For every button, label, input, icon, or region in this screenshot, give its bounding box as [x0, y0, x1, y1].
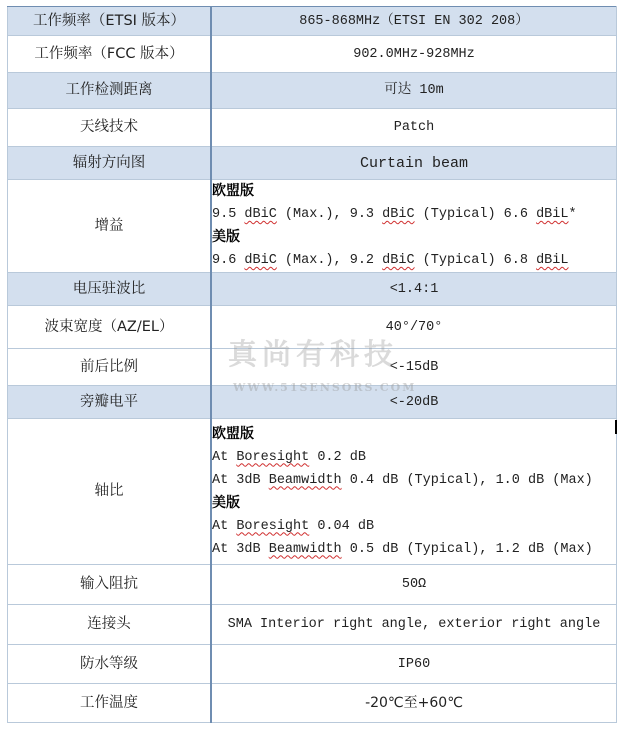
- row-value: <-15dB: [211, 349, 617, 386]
- table-row: [8, 565, 617, 605]
- row-label: 增益: [8, 180, 212, 273]
- gain-value: [211, 180, 617, 273]
- row-label: 工作温度: [8, 684, 212, 723]
- row-label: 前后比例: [8, 349, 212, 386]
- table-row: [8, 7, 617, 36]
- watermark-url: WWW.51SENSORS.COM: [233, 381, 417, 394]
- row-label: 电压驻波比: [8, 273, 212, 306]
- table-row: [8, 306, 617, 349]
- row-value: IP60: [211, 645, 617, 684]
- row-label: 波束宽度（AZ/EL）: [8, 306, 212, 349]
- row-label: 旁瓣电平: [8, 386, 212, 419]
- row-label: 工作频率（ETSI 版本）: [8, 7, 212, 36]
- row-value: <-20dB: [211, 386, 617, 419]
- row-label: 工作检测距离: [8, 73, 212, 109]
- row-label: 天线技术: [8, 109, 212, 147]
- row-value: <1.4:1: [211, 273, 617, 306]
- row-value: -20℃至+60℃: [211, 684, 617, 723]
- table-row: [8, 147, 617, 180]
- table-row: [8, 645, 617, 684]
- table-row: [8, 273, 617, 306]
- us-gain-line: 9.6 dBiC (Max.), 9.2 dBiC (Typical) 6.8 dBiL: [212, 253, 569, 268]
- row-value: 50Ω: [211, 565, 617, 605]
- row-value: 可达 10m: [211, 73, 617, 109]
- row-label: 工作频率（FCC 版本）: [8, 36, 212, 73]
- eu-version-heading: 欧盟版: [212, 425, 254, 442]
- axial-ratio-value: [211, 419, 617, 565]
- table-row: [8, 684, 617, 723]
- row-value: Patch: [211, 109, 617, 147]
- row-value: 40°/70°: [211, 306, 617, 349]
- us-version-heading: 美版: [212, 494, 240, 511]
- us-version-heading: 美版: [212, 229, 240, 245]
- table-row: [8, 386, 617, 419]
- eu-beamwidth-line: At 3dB Beamwidth 0.4 dB (Typical), 1.0 dB (Max): [212, 472, 593, 488]
- table-row: [8, 180, 617, 273]
- table-row: [8, 349, 617, 386]
- eu-gain-line: 9.5 dBiC (Max.), 9.3 dBiC (Typical) 6.6 dBiL*: [212, 207, 577, 222]
- table-row: [8, 73, 617, 109]
- eu-boresight-line: At Boresight 0.2 dB: [212, 449, 366, 465]
- spec-table: [7, 6, 617, 723]
- row-label: 防水等级: [8, 645, 212, 684]
- eu-version-heading: 欧盟版: [212, 183, 254, 199]
- row-value: SMA Interior right angle, exterior right angle: [211, 605, 617, 645]
- row-label: 连接头: [8, 605, 212, 645]
- row-value: 865-868MHz（ETSI EN 302 208）: [211, 7, 617, 36]
- row-label: 轴比: [8, 419, 212, 565]
- row-label: 输入阻抗: [8, 565, 212, 605]
- us-beamwidth-line: At 3dB Beamwidth 0.5 dB (Typical), 1.2 dB (Max): [212, 541, 593, 557]
- cursor-mark: [615, 420, 617, 434]
- watermark-chinese: 真尚有科技: [228, 337, 399, 371]
- table-row: [8, 419, 617, 565]
- table-row: [8, 109, 617, 147]
- us-boresight-line: At Boresight 0.04 dB: [212, 518, 375, 534]
- row-value: 902.0MHz-928MHz: [211, 36, 617, 73]
- table-row: [8, 605, 617, 645]
- table-row: [8, 36, 617, 73]
- row-value: Curtain beam: [211, 147, 617, 180]
- row-label: 辐射方向图: [8, 147, 212, 180]
